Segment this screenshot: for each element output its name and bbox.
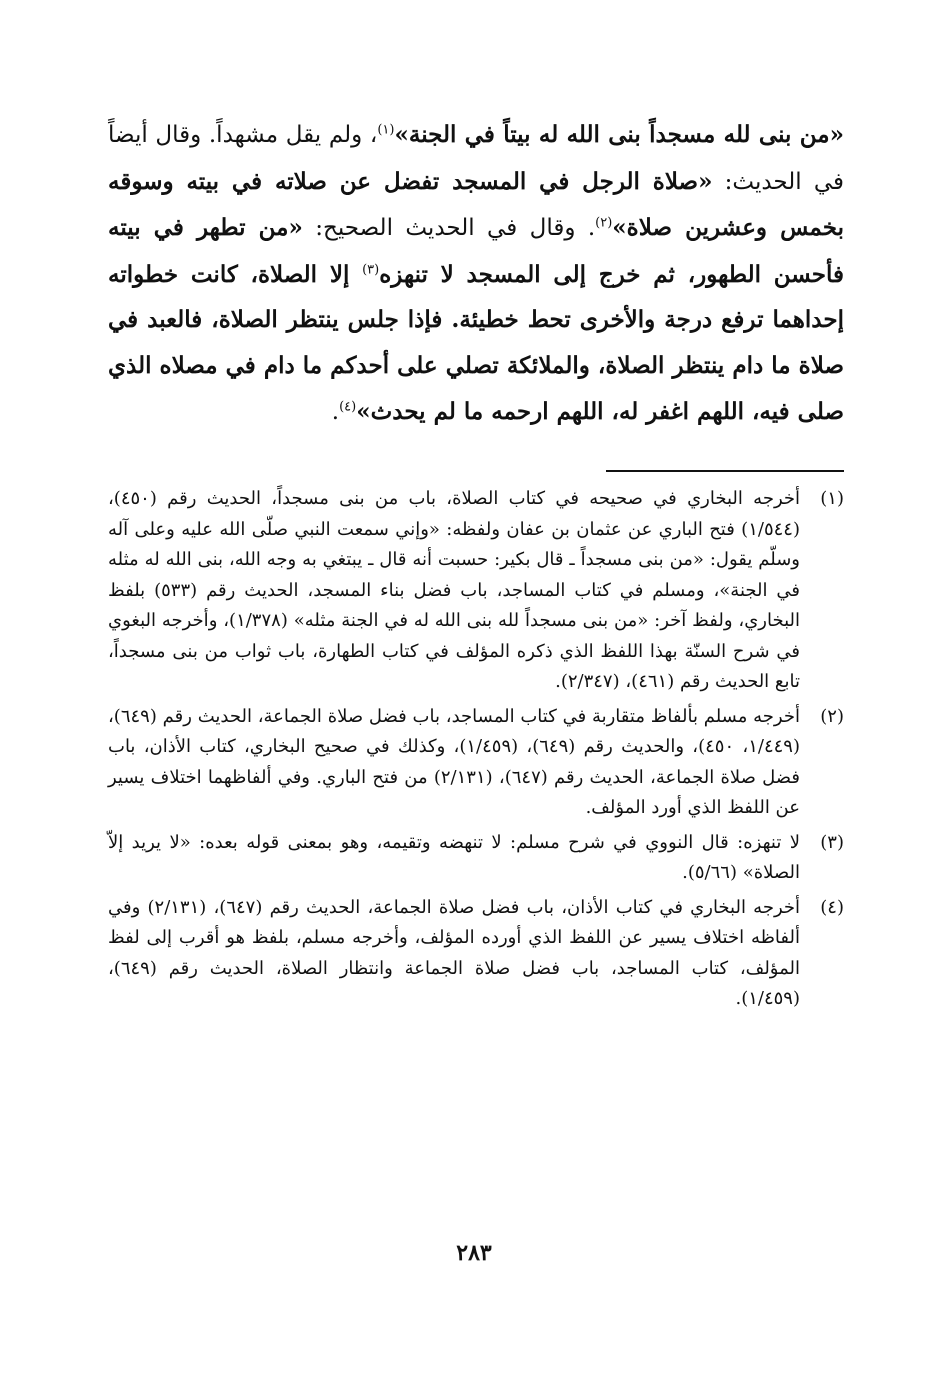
footnote-ref-1: (١) [377,122,395,138]
footnote-ref-2: (٢) [595,215,613,231]
footnote-3 [108,828,844,889]
footnote-text: أخرجه البخاري في كتاب الأذان، باب فضل صلاة الجماعة، الحديث رقم (٦٤٧)، (٢/١٣١) وفي ألفاظه اختلاف يسير عن اللفظ الذي أورده المؤلف، وأخرجه مسلم، بلفظ هو أقرب إلى لفظ المؤلف، كتاب المساجد، باب فضل صلاة الجماعة وانتظار الصلاة، الحديث رقم (٦٤٩)، (١/٤٥٩). [108,896,801,1009]
main-text-block [108,112,844,435]
footnote-ref-3: (٣) [362,262,380,278]
hadith-quote-3-continued: إلا الصلاة، كانت خطواته إحداهما ترفع درجة والأخرى تحط خطيئة. فإذا جلس ينتظر الصلاة، فالعبد في صلاة ما دام ينتظر الصلاة، والملائكة تصلي على أحدكم ما دام في مصلاه الذي صلى فيه، اللهم اغفر له، اللهم ارحمه ما لم يحدث» [108,260,844,425]
footnote-divider [606,470,844,472]
footnote-number: (٤) [820,896,844,918]
page-number: ٢٨٣ [456,1240,492,1266]
footnote-ref-4: (٤) [339,398,357,414]
closing-period: . [331,398,340,425]
hadith-quote-3: «من تطهر في بيته فأحسن الطهور، ثم خرج إلى المسجد لا تنهزه [108,214,844,288]
footnote-text: أخرجه مسلم بألفاظ متقاربة في كتاب المساجد، باب فضل صلاة الجماعة، الحديث رقم (٦٤٩)، (١/٤٤٩، ٤٥٠)، والحديث رقم (٦٤٩)، (١/٤٥٩)، وكذلك في صحيح البخاري، كتاب الأذان، باب فضل صلاة الجماعة، الحديث رقم (٦٤٧)، (٢/١٣١) من فتح الباري. وفي ألفاظهما اختلاف يسير عن اللفظ الذي أورد المؤلف. [108,705,801,818]
footnote-number: (١) [820,488,844,509]
footnote-text: لا تنهزه: قال النووي في شرح مسلم: لا تنهضه وتقيمه، وهو بمعنى قوله بعده: «لا يريد إلاّ الصلاة» (٥/٦٦). [108,831,800,883]
footnote-1 [108,484,844,698]
narration-text-2: . وقال في الحديث الصحيح: [302,215,596,242]
footnote-text: أخرجه البخاري في صحيحه في كتاب الصلاة، باب من بنى مسجداً، الحديث رقم (٤٥٠)، (١/٥٤٤) فتح الباري عن عثمان بن عفان ولفظه: «وإني سمعت النبي صلّى الله عليه وعلى آله وسلّم يقول: «من بنى مسجداً ـ قال بكير: حسبت أنه قال ـ يبتغي به وجه الله، بنى الله له مثله في الجنة»، ومسلم في كتاب المساجد، باب فضل بناء المسجد، الحديث رقم (٥٣٣) بلفظ البخاري، ولفظ آخر: «من بنى مسجداً لله بنى الله له في الجنة مثله» (١/٣٧٨)، وأخرجه البغوي في شرح السنّة بهذا اللفظ الذي ذكره المؤلف في كتاب الطهارة، باب ثواب من بنى مسجداً، تابع الحديث رقم (٤٦١)، (٢/٣٤٧). [108,488,801,692]
footnote-number: (٢) [820,705,844,727]
footnote-number: (٣) [820,831,844,853]
footnote-4 [108,893,844,1015]
hadith-quote-2: «صلاة الرجل في المسجد تفضل عن صلاته في بيته وسوقه بخمس وعشرين صلاة» [108,167,844,242]
hadith-quote-1: «من بنى لله مسجداً بنى الله له بيتاً في الجنة» [394,121,844,148]
footnote-2 [108,702,844,824]
main-paragraph [108,112,844,435]
narration-text-1: ، ولم يقل مشهداً. وقال أيضاً في الحديث: [108,122,845,195]
footnotes-section [108,484,844,1019]
